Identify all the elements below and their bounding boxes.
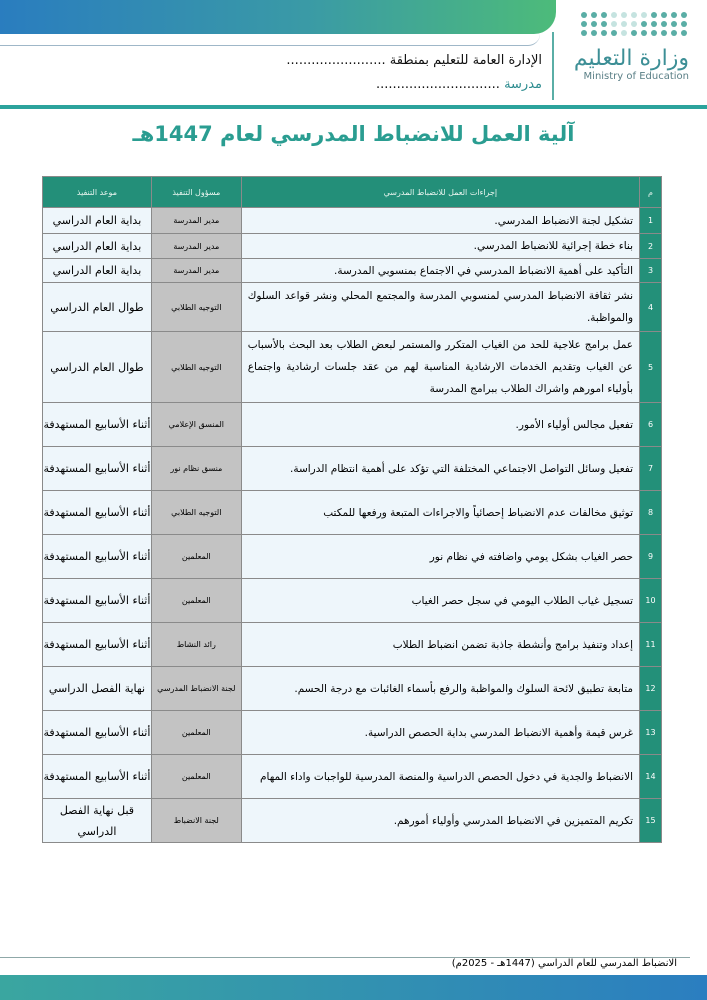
header-date: موعد التنفيذ — [43, 177, 152, 208]
responsible-cell: التوجيه الطلابي — [151, 491, 241, 535]
logo-dot — [681, 30, 687, 36]
logo-english: Ministry of Education — [583, 71, 689, 82]
footer-banner — [0, 975, 707, 1000]
row-number: 5 — [640, 332, 662, 403]
responsible-cell: المعلمين — [151, 711, 241, 755]
responsible-cell: المعلمين — [151, 755, 241, 799]
procedure-cell: تسجيل غياب الطلاب اليومي في سجل حصر الغياب — [241, 579, 639, 623]
row-number: 3 — [640, 259, 662, 283]
responsible-cell: التوجيه الطلابي — [151, 283, 241, 332]
procedure-cell: إعداد وتنفيذ برامج وأنشطة جاذبة تضمن انضباط الطلاب — [241, 623, 639, 667]
row-number: 9 — [640, 535, 662, 579]
logo-dot — [661, 12, 667, 18]
responsible-cell: منسق نظام نور — [151, 447, 241, 491]
procedure-cell: تكريم المتميزين في الانضباط المدرسي وأولياء أمورهم. — [241, 799, 639, 843]
header-num: م — [640, 177, 662, 208]
logo-dot — [681, 21, 687, 27]
logo-dot — [581, 12, 587, 18]
logo-dot — [671, 12, 677, 18]
table-row — [43, 447, 662, 491]
logo-dot — [661, 30, 667, 36]
row-number: 12 — [640, 667, 662, 711]
row-number: 15 — [640, 799, 662, 843]
table-row — [43, 755, 662, 799]
table-row — [43, 623, 662, 667]
responsible-cell: المنسق الإعلامي — [151, 403, 241, 447]
table-row — [43, 208, 662, 234]
row-number: 8 — [640, 491, 662, 535]
logo-dot — [641, 21, 647, 27]
date-cell: بداية العام الدراسي — [43, 234, 152, 259]
procedure-cell: توثيق مخالفات عدم الانضباط إحصائياً والاجراءات المتبعة ورفعها للمكتب — [241, 491, 639, 535]
date-cell: بداية العام الدراسي — [43, 208, 152, 234]
school-label: مدرسة — [504, 77, 542, 92]
table-row — [43, 332, 662, 403]
logo-dot — [621, 21, 627, 27]
responsible-cell: رائد النشاط — [151, 623, 241, 667]
procedure-cell: التأكيد على أهمية الانضباط المدرسي في الاجتماع بمنسوبي المدرسة. — [241, 259, 639, 283]
page-title: آلية العمل للانضباط المدرسي لعام 1447هـ — [132, 122, 575, 146]
table-row — [43, 535, 662, 579]
row-number: 1 — [640, 208, 662, 234]
procedure-cell: غرس قيمة وأهمية الانضباط المدرسي بداية الحصص الدراسية. — [241, 711, 639, 755]
logo-dot — [581, 21, 587, 27]
date-cell: أثناء الأسابيع المستهدفة — [43, 535, 152, 579]
table-header-row — [43, 177, 662, 208]
date-cell: طوال العام الدراسي — [43, 332, 152, 403]
logo-dot — [601, 12, 607, 18]
date-cell: بداية العام الدراسي — [43, 259, 152, 283]
table-row — [43, 283, 662, 332]
school-line — [376, 77, 542, 92]
logo-dot — [591, 21, 597, 27]
row-number: 13 — [640, 711, 662, 755]
row-number: 6 — [640, 403, 662, 447]
responsible-cell: مدير المدرسة — [151, 208, 241, 234]
responsible-cell: التوجيه الطلابي — [151, 332, 241, 403]
table-row — [43, 234, 662, 259]
responsible-cell: المعلمين — [151, 579, 241, 623]
header-banner — [0, 0, 556, 34]
procedure-cell: حصر الغياب بشكل يومي واضافته في نظام نور — [241, 535, 639, 579]
logo-dot — [581, 30, 587, 36]
date-cell: أثناء الأسابيع المستهدفة — [43, 579, 152, 623]
date-cell: أثناء الأسابيع المستهدفة — [43, 623, 152, 667]
table-row — [43, 259, 662, 283]
logo-arabic: وزارة التعليم — [573, 46, 689, 71]
date-cell: نهاية الفصل الدراسي — [43, 667, 152, 711]
date-cell: طوال العام الدراسي — [43, 283, 152, 332]
date-cell: أثناء الأسابيع المستهدفة — [43, 403, 152, 447]
row-number: 10 — [640, 579, 662, 623]
logo-dot — [591, 12, 597, 18]
table-row — [43, 667, 662, 711]
logo-dot — [651, 12, 657, 18]
procedure-cell: تفعيل وسائل التواصل الاجتماعي المختلفة التي تؤكد على أهمية انتظام الدراسة. — [241, 447, 639, 491]
header-rule — [0, 105, 707, 109]
logo-dot — [641, 12, 647, 18]
logo-dots-icon — [569, 12, 689, 36]
footer-text: الانضباط المدرسي للعام الدراسي (1447هـ - 2025م) — [451, 958, 677, 969]
header-procedure: إجراءات العمل للانضباط المدرسي — [241, 177, 639, 208]
logo-dot — [601, 21, 607, 27]
header-divider — [0, 34, 540, 46]
procedure-cell: عمل برامج علاجية للحد من الغياب المتكرر والمستمر لبعض الطلاب بعد البحث بالأسباب عن الغياب وتقديم الخدمات الارشادية المناسبة لهم من عقد جلسات ارشادية واجتماع بأولياء امورهم واشراك الطلاب ببرامج المدرسة — [241, 332, 639, 403]
ministry-logo — [569, 12, 689, 82]
logo-dot — [601, 30, 607, 36]
procedure-cell: بناء خطة إجرائية للانضباط المدرسي. — [241, 234, 639, 259]
logo-dot — [611, 21, 617, 27]
row-number: 14 — [640, 755, 662, 799]
table-row — [43, 579, 662, 623]
responsible-cell: مدير المدرسة — [151, 234, 241, 259]
logo-dot — [631, 30, 637, 36]
logo-dot — [611, 12, 617, 18]
date-cell: أثناء الأسابيع المستهدفة — [43, 711, 152, 755]
directorate-line: الإدارة العامة للتعليم بمنطقة ........................ — [286, 53, 542, 68]
date-cell: أثناء الأسابيع المستهدفة — [43, 491, 152, 535]
row-number: 4 — [640, 283, 662, 332]
procedure-cell: متابعة تطبيق لائحة السلوك والمواظبة والرفع بأسماء الغائبات مع درجة الحسم. — [241, 667, 639, 711]
procedure-cell: تشكيل لجنة الانضباط المدرسي. — [241, 208, 639, 234]
logo-dot — [651, 30, 657, 36]
logo-dot — [621, 12, 627, 18]
logo-dot — [651, 21, 657, 27]
header-responsible: مسؤول التنفيذ — [151, 177, 241, 208]
logo-dot — [621, 30, 627, 36]
responsible-cell: المعلمين — [151, 535, 241, 579]
table-row — [43, 491, 662, 535]
procedure-cell: الانضباط والجدية في دخول الحصص الدراسية والمنصة المدرسية للواجبات واداء المهام — [241, 755, 639, 799]
row-number: 2 — [640, 234, 662, 259]
procedure-cell: تفعيل مجالس أولياء الأمور. — [241, 403, 639, 447]
logo-dot — [641, 30, 647, 36]
table-row — [43, 711, 662, 755]
date-cell: أثناء الأسابيع المستهدفة — [43, 755, 152, 799]
logo-dot — [631, 21, 637, 27]
row-number: 7 — [640, 447, 662, 491]
logo-dot — [591, 30, 597, 36]
logo-dot — [631, 12, 637, 18]
responsible-cell: لجنة الانضباط المدرسي — [151, 667, 241, 711]
logo-dot — [671, 30, 677, 36]
table-row — [43, 799, 662, 843]
logo-dot — [681, 12, 687, 18]
responsible-cell: مدير المدرسة — [151, 259, 241, 283]
procedure-cell: نشر ثقافة الانضباط المدرسي لمنسوبي المدرسة والمجتمع المحلي ونشر قواعد السلوك والمواظبة. — [241, 283, 639, 332]
row-number: 11 — [640, 623, 662, 667]
logo-dot — [611, 30, 617, 36]
procedures-table — [42, 176, 662, 843]
logo-separator — [552, 32, 554, 100]
date-cell: قبل نهاية الفصل الدراسي — [43, 799, 152, 843]
logo-dot — [671, 21, 677, 27]
table-row — [43, 403, 662, 447]
date-cell: أثناء الأسابيع المستهدفة — [43, 447, 152, 491]
school-dots: .............................. — [375, 77, 500, 92]
logo-dot — [661, 21, 667, 27]
responsible-cell: لجنة الانضباط — [151, 799, 241, 843]
